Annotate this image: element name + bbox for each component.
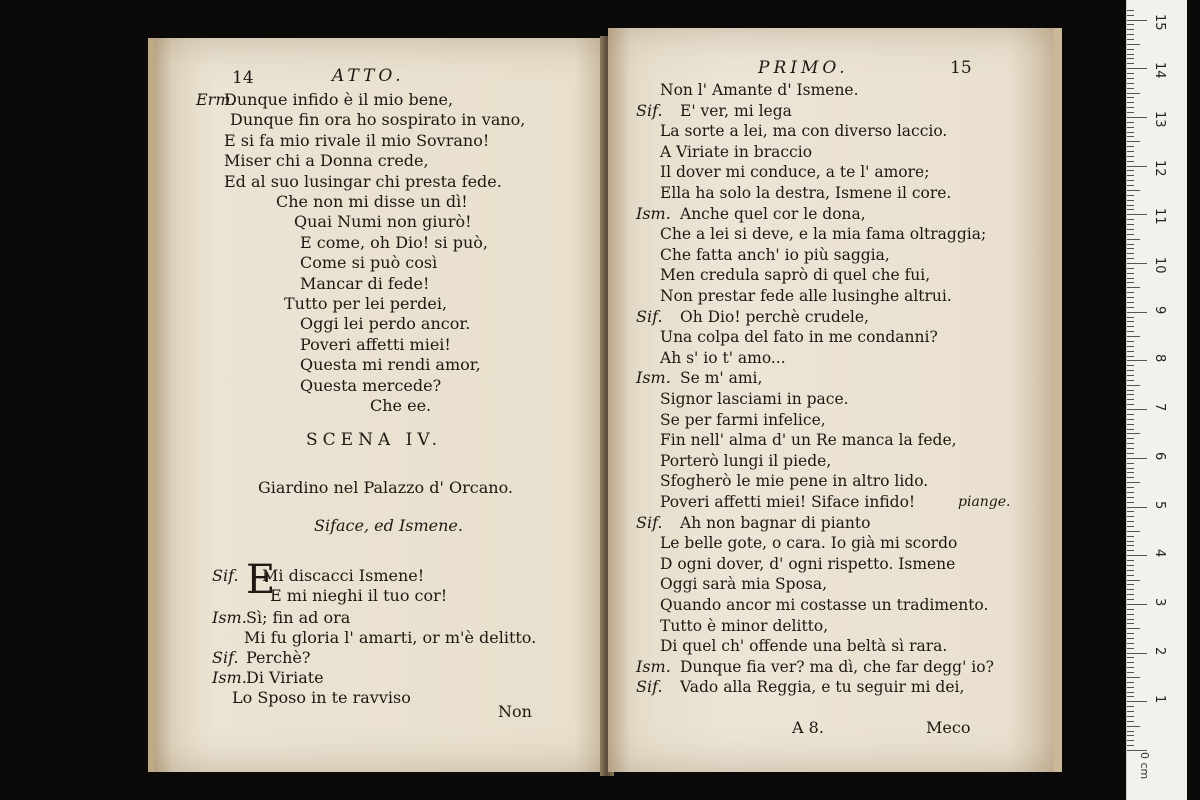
verse-line: Tutto per lei perdei,	[284, 294, 448, 313]
ruler-tick	[1127, 136, 1134, 137]
speaker-label: Ism.	[636, 368, 671, 388]
verse-line: Quando ancor mi costasse un tradimento.	[660, 596, 989, 614]
ruler-tick	[1127, 726, 1140, 727]
ruler-tick	[1127, 205, 1134, 206]
speaker-label: Sif.	[636, 512, 663, 532]
ruler-tick	[1127, 68, 1147, 69]
ruler-tick	[1127, 34, 1134, 35]
ruler-tick	[1127, 560, 1134, 561]
ruler-tick	[1127, 24, 1134, 25]
ruler-tick	[1127, 414, 1134, 415]
verse-line: Dunque fin ora ho sospirato in vano,	[230, 110, 526, 130]
ruler-tick	[1127, 472, 1134, 473]
verse-line: Se m' ami,	[680, 369, 763, 388]
ruler-tick	[1127, 657, 1134, 658]
ruler-tick	[1127, 711, 1134, 712]
ruler-tick	[1127, 122, 1134, 123]
verse-line: Le belle gote, o cara. Io già mi scordo	[660, 534, 958, 553]
verse-line: Ed al suo lusingar chi presta fede.	[224, 171, 502, 191]
stage-direction: piange.	[958, 494, 1011, 510]
ruler-tick	[1127, 614, 1134, 615]
ruler-tick	[1127, 429, 1134, 430]
ruler-tick	[1127, 385, 1140, 386]
ruler-tick	[1127, 107, 1134, 108]
ruler-tick	[1127, 570, 1134, 571]
dialogue-line: Mi discacci Ismene!	[262, 566, 425, 585]
ruler-tick	[1127, 706, 1134, 707]
ruler-tick	[1127, 331, 1134, 332]
ruler-tick	[1127, 185, 1134, 186]
ruler-tick	[1127, 380, 1134, 381]
ruler-tick	[1127, 575, 1134, 576]
verse-line: E come, oh Dio! si può,	[300, 232, 488, 252]
ruler-tick	[1127, 594, 1134, 595]
ruler-tick	[1127, 151, 1134, 152]
verse-line: Dunque infido è il mio bene,	[224, 90, 454, 109]
ruler-tick	[1127, 458, 1147, 459]
speaker-label: Ism.	[636, 656, 671, 676]
running-head: PRIMO.	[758, 58, 849, 78]
ruler-tick	[1127, 692, 1134, 693]
ruler-tick	[1127, 672, 1134, 673]
ruler-tick	[1127, 29, 1134, 30]
ruler-tick	[1127, 166, 1147, 167]
verse-line: Oggi lei perdo ancor.	[300, 314, 471, 334]
verse-line: Signor lasciami in pace.	[660, 390, 849, 408]
ruler-tick	[1127, 209, 1134, 210]
ruler-tick	[1127, 15, 1134, 16]
ruler-tick	[1127, 404, 1134, 405]
verse-line: Che non mi disse un dì!	[276, 192, 468, 211]
ruler-tick	[1127, 58, 1134, 59]
ruler-tick	[1127, 653, 1147, 654]
ruler-tick	[1127, 282, 1134, 283]
verse-line: Mancar di fede!	[300, 273, 430, 293]
ruler-tick	[1127, 497, 1134, 498]
ruler-tick	[1127, 623, 1134, 624]
ruler-tick	[1127, 409, 1147, 410]
ruler-tick	[1127, 54, 1134, 55]
verse-line: Poveri affetti miei! Siface infido!	[660, 493, 916, 511]
ruler-tick	[1127, 619, 1134, 620]
verse-line: Non prestar fede alle lusinghe altrui.	[660, 287, 952, 305]
ruler-tick	[1127, 10, 1134, 11]
ruler-tick	[1127, 701, 1147, 702]
verse-line: Se per farmi infelice,	[660, 410, 826, 429]
ruler-tick	[1127, 424, 1134, 425]
ruler-tick	[1127, 244, 1134, 245]
ruler-tick	[1127, 346, 1134, 347]
ruler-tick	[1127, 97, 1134, 98]
ruler-tick	[1127, 735, 1134, 736]
verse-line: Non l' Amante d' Ismene.	[660, 81, 859, 99]
verse-line: Dunque fia ver? ma dì, che far degg' io?	[680, 657, 994, 676]
ruler-tick	[1127, 507, 1147, 508]
ruler-tick	[1127, 351, 1134, 352]
ruler-tick	[1127, 565, 1134, 566]
catchword: Non	[498, 702, 532, 721]
verse-line: Una colpa del fato in me condanni?	[660, 328, 938, 347]
ruler-tick	[1127, 112, 1134, 113]
ruler-tick	[1127, 365, 1134, 366]
verse-line: Porterò lungi il piede,	[660, 451, 832, 470]
verse-line: Che fatta anch' io più saggia,	[660, 245, 890, 264]
ruler-tick	[1127, 248, 1134, 249]
verse-line: Quai Numi non giurò!	[294, 212, 472, 232]
open-book	[148, 28, 1070, 776]
ruler-tick	[1127, 541, 1134, 542]
ruler-tick	[1127, 93, 1140, 94]
ruler-tick	[1127, 321, 1134, 322]
ruler-tick	[1127, 146, 1134, 147]
ruler-tick	[1127, 132, 1134, 133]
scene-setting: Giardino nel Palazzo d' Orcano.	[258, 478, 513, 497]
ruler-tick	[1127, 502, 1134, 503]
speaker-label: Ism.	[636, 203, 671, 223]
verse-line: Come si può così	[300, 253, 438, 273]
ruler-tick	[1127, 278, 1134, 279]
speaker-label: Sif.	[636, 306, 663, 326]
ruler-tick	[1127, 239, 1140, 240]
ruler-tick	[1127, 731, 1134, 732]
ruler-tick	[1127, 550, 1134, 551]
dialogue-line: Lo Sposo in te ravviso	[232, 688, 411, 707]
ruler-tick	[1127, 443, 1134, 444]
ruler-tick	[1127, 370, 1134, 371]
ruler-tick	[1127, 390, 1134, 391]
ruler-tick	[1127, 511, 1134, 512]
ruler-tick	[1127, 482, 1140, 483]
ruler-tick	[1127, 638, 1134, 639]
ruler-tick	[1127, 687, 1134, 688]
ruler-tick	[1127, 214, 1147, 215]
page-number: 14	[232, 68, 254, 88]
ruler-tick	[1127, 643, 1134, 644]
ruler-tick	[1127, 750, 1147, 751]
verse-line: Anche quel cor le dona,	[680, 204, 866, 223]
ruler-tick	[1127, 477, 1134, 478]
verse-line: Ella ha solo la destra, Ismene il core.	[660, 184, 952, 202]
verse-line: E si fa mio rivale il mio Sovrano!	[224, 130, 490, 150]
speaker-label: Sif.	[212, 566, 239, 585]
speaker-label: Ism.	[212, 668, 247, 687]
ruler-tick	[1127, 375, 1134, 376]
ruler-tick	[1127, 190, 1140, 191]
ruler-tick	[1127, 219, 1134, 220]
ruler-tick	[1127, 516, 1134, 517]
verse-line: La sorte a lei, ma con diverso laccio.	[660, 122, 948, 141]
verse-line: Men credula saprò di quel che fui,	[660, 266, 931, 285]
ruler-tick	[1127, 341, 1134, 342]
ruler-tick	[1127, 628, 1140, 629]
ruler-tick	[1127, 317, 1134, 318]
ruler-tick	[1127, 662, 1134, 663]
ruler-tick	[1127, 463, 1134, 464]
ruler-tick	[1127, 161, 1134, 162]
ruler-tick	[1127, 453, 1134, 454]
ruler-tick	[1127, 263, 1147, 264]
ruler-tick	[1127, 356, 1134, 357]
ruler-tick	[1127, 609, 1134, 610]
speaker-label: Sif.	[636, 677, 663, 697]
ruler-tick	[1127, 63, 1134, 64]
ruler-tick	[1127, 83, 1134, 84]
ruler-tick	[1127, 536, 1134, 537]
dialogue-line: Perchè?	[246, 648, 311, 667]
ruler-tick	[1127, 677, 1140, 678]
ruler-tick	[1127, 258, 1134, 259]
ruler-number: 7	[1152, 403, 1167, 412]
ruler-tick	[1127, 448, 1134, 449]
ruler-unit: 0 cm	[1138, 752, 1151, 780]
ruler-number: 1	[1152, 695, 1167, 704]
ruler-tick	[1127, 433, 1140, 434]
ruler-tick	[1127, 287, 1140, 288]
ruler-tick	[1127, 526, 1134, 527]
ruler-tick	[1127, 360, 1147, 361]
ruler-tick	[1127, 117, 1147, 118]
ruler-tick	[1127, 721, 1134, 722]
ruler-tick	[1127, 399, 1134, 400]
ruler-number: 14	[1152, 62, 1167, 79]
catchword: Meco	[926, 718, 971, 737]
ruler-tick	[1127, 180, 1134, 181]
ruler-tick	[1127, 584, 1134, 585]
dialogue-line: Mi fu gloria l' amarti, or m'è delitto.	[244, 628, 537, 647]
ruler-tick	[1127, 78, 1134, 79]
ruler-number: 5	[1152, 500, 1167, 509]
speaker-label: Ism.	[212, 608, 247, 627]
verse-line: Che a lei si deve, e la mia fama oltraggia;	[660, 225, 987, 244]
signature-mark: A 8.	[792, 718, 824, 737]
ruler-tick	[1127, 73, 1134, 74]
scene-characters: Siface, ed Ismene.	[314, 516, 463, 535]
speaker-label: Sif.	[636, 100, 663, 120]
verse-line: Miser chi a Donna crede,	[224, 151, 429, 171]
drop-cap: E	[246, 557, 276, 603]
ruler-number: 15	[1152, 13, 1167, 31]
dialogue-line: E mi nieghi il tuo cor!	[270, 586, 448, 605]
ruler-tick	[1127, 141, 1140, 142]
verse-line: A Viriate in braccio	[660, 142, 813, 161]
ruler-number: 6	[1152, 451, 1167, 461]
ruler-tick	[1127, 521, 1134, 522]
ruler-tick	[1127, 648, 1134, 649]
verse-line: Il dover mi conduce, a te l' amore;	[660, 163, 930, 182]
ruler-tick	[1127, 589, 1134, 590]
measurement-ruler	[1126, 0, 1187, 800]
ruler-tick	[1127, 696, 1134, 697]
verse-line: Fin nell' alma d' un Re manca la fede,	[660, 431, 957, 450]
verse-line: Che ee.	[370, 396, 432, 415]
ruler-tick	[1127, 156, 1134, 157]
verse-line: D ogni dover, d' ogni rispetto. Ismene	[660, 554, 956, 573]
ruler-number: 2	[1152, 646, 1167, 655]
running-head: ATTO.	[332, 66, 405, 86]
ruler-tick	[1127, 175, 1134, 176]
page-number: 15	[950, 58, 972, 78]
verse-line: Oh Dio! perchè crudele,	[680, 307, 869, 326]
dialogue-line: Di Viriate	[246, 668, 324, 687]
ruler-tick	[1127, 102, 1134, 103]
ruler-number: 13	[1152, 110, 1167, 128]
ruler-number: 12	[1152, 159, 1167, 177]
ruler-tick	[1127, 468, 1134, 469]
ruler-tick	[1127, 297, 1134, 298]
verse-line: Poveri affetti miei!	[300, 334, 451, 354]
speaker-label: Erm.	[196, 90, 236, 109]
ruler-tick	[1127, 20, 1147, 21]
verse-line: Vado alla Reggia, e tu seguir mi dei,	[680, 678, 965, 697]
ruler-tick	[1127, 580, 1140, 581]
ruler-tick	[1127, 599, 1134, 600]
ruler-number: 3	[1152, 597, 1167, 607]
ruler-number: 4	[1152, 549, 1167, 558]
ruler-tick	[1127, 302, 1134, 303]
verse-line: Questa mercede?	[300, 375, 442, 395]
ruler-tick	[1127, 492, 1134, 493]
verse-line: Questa mi rendi amor,	[300, 355, 481, 375]
ruler-tick	[1127, 394, 1134, 395]
ruler-tick	[1127, 740, 1134, 741]
ruler-tick	[1127, 419, 1134, 420]
verse-line: Ah non bagnar di pianto	[680, 513, 871, 532]
ruler-tick	[1127, 253, 1134, 254]
ruler-tick	[1127, 745, 1134, 746]
ruler-tick	[1127, 531, 1140, 532]
ruler-tick	[1127, 195, 1134, 196]
ruler-number: 11	[1152, 208, 1167, 225]
ruler-tick	[1127, 336, 1140, 337]
verse-line: Ah s' io t' amo...	[660, 348, 786, 367]
verse-line: Sfogherò le mie pene in altro lido.	[660, 472, 929, 491]
right-page	[608, 28, 1062, 772]
verse-line: E' ver, mi lega	[680, 101, 792, 120]
ruler-tick	[1127, 229, 1134, 230]
ruler-tick	[1127, 667, 1134, 668]
ruler-tick	[1127, 44, 1140, 45]
ruler-tick	[1127, 682, 1134, 683]
ruler-tick	[1127, 716, 1134, 717]
ruler-tick	[1127, 200, 1134, 201]
ruler-tick	[1127, 127, 1134, 128]
speaker-label: Sif.	[212, 648, 239, 667]
left-page	[148, 38, 612, 772]
ruler-tick	[1127, 273, 1134, 274]
dialogue-line: Sì; fin ad ora	[246, 608, 351, 627]
ruler-tick	[1127, 170, 1134, 171]
scene-title: SCENA IV.	[306, 430, 443, 450]
ruler-tick	[1127, 487, 1134, 488]
verse-line: Oggi sarà mia Sposa,	[660, 575, 828, 594]
ruler-tick	[1127, 39, 1134, 40]
ruler-tick	[1127, 312, 1147, 313]
ruler-tick	[1127, 88, 1134, 89]
ruler-tick	[1127, 268, 1134, 269]
ruler-tick	[1127, 438, 1134, 439]
ruler-tick	[1127, 307, 1134, 308]
verse-line: Di quel ch' offende una beltà sì rara.	[660, 637, 948, 656]
ruler-number: 10	[1152, 257, 1167, 274]
ruler-number: 9	[1152, 305, 1167, 314]
ruler-tick	[1127, 224, 1134, 225]
ruler-tick	[1127, 292, 1134, 293]
ruler-tick	[1127, 326, 1134, 327]
ruler-tick	[1127, 49, 1134, 50]
ruler-tick	[1127, 234, 1134, 235]
ruler-tick	[1127, 545, 1134, 546]
ruler-number: 8	[1152, 354, 1167, 363]
ruler-tick	[1127, 633, 1134, 634]
ruler-tick	[1127, 604, 1147, 605]
verse-line: Tutto è minor delitto,	[660, 616, 829, 635]
ruler-tick	[1127, 555, 1147, 556]
